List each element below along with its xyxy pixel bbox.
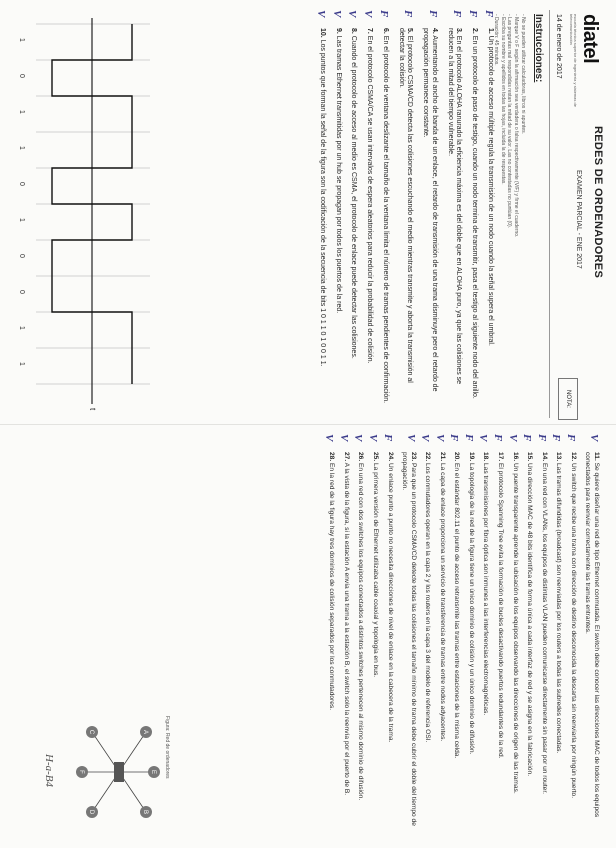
question-item: V 11. Se quiere diseñar una red de tipo Ethernet conmutada. El switch debe conocer las direcciones MAC de todos los equipos conectados para reenviar correctamente las tramas entrantes. xyxy=(584,434,600,818)
question-text: Las tramas Ethernet transmitidas por un hub se propagan por todos los puertos de la red. xyxy=(334,35,342,314)
grade-box: NOTA: xyxy=(558,378,578,420)
handwritten-tally: H-a-B4 xyxy=(43,754,55,787)
question-item: V 23. Para que un protocolo CSMA/CD detecte todas las colisiones el tamaño mínimo de trama debe cubrir el doble del tiempo de propagación. xyxy=(401,434,417,826)
question-item: V 10. Los puntos que forman la señal de la figura son la codificación de la secuencia de bits 1 0 1 1 0 1 0 0 1 1. xyxy=(315,10,327,367)
node-label: A xyxy=(142,729,148,735)
answer-mark: V xyxy=(404,434,417,442)
answer-mark: V xyxy=(362,10,375,18)
question-text: La primera versión de Ethernet utilizaba cable coaxial y topología en bus. xyxy=(372,463,379,678)
bit-label: 1 xyxy=(18,110,25,114)
question-text: En un protocolo de paso de testigo, cuando un nodo termina de transmitir, pasa el testigo al siguiente nodo del anillo. xyxy=(471,35,479,399)
course-title: REDES DE ORDENADORES xyxy=(592,126,604,279)
question-item: F 3. En el protocolo ALOHA ranurado la eficiencia máxima es del doble que en ALOHA puro, ya que las colisiones se reducen a la mitad del tiempo vulnerable. xyxy=(446,10,464,385)
instruction-item: - Escriba su nombre y apellidos en todas las hojas, incluida la de respuestas. xyxy=(499,14,506,314)
question-text: El protocolo Spanning Tree evita la formación de bucles desactivando puertos redundantes de la red. xyxy=(497,463,505,759)
answer-mark: F xyxy=(381,434,394,442)
answer-mark: V xyxy=(433,434,446,442)
node-label: D xyxy=(88,809,94,815)
node-label: B xyxy=(142,809,148,815)
signal-diagram xyxy=(12,14,156,414)
question-item: V 9. Las tramas Ethernet transmitidas por un hub se propagan por todos los puertos de la red. xyxy=(330,10,343,314)
bit-label: 1 xyxy=(18,326,25,330)
brand-tagline: escuela técnica superior de ingeniería y sistemas de telecomunicación xyxy=(568,14,578,107)
question-item: F 13. Las tramas difundidas (broadcast) son reenviadas por los routers a todas las subredes conectadas. xyxy=(550,434,563,754)
figure-caption: Figura: Red de ordenadores xyxy=(164,716,170,779)
answer-mark: F xyxy=(451,10,464,18)
instruction-item: - Duración: 45 minutos. xyxy=(492,14,499,314)
question-item: F 5. El protocolo CSMA/CD detecta las colisiones escuchando el medio mientras transmite y aborta la transmisión al detectar la colisión. xyxy=(397,10,415,383)
answer-mark: V xyxy=(323,434,336,442)
question-text: Aumentando el ancho de banda de un enlace, el retardo de transmisión de una trama disminuye pero el retardo de propagación permanece constante. xyxy=(422,28,438,392)
answer-mark: F xyxy=(521,434,534,442)
question-text: Un puente transparente aprende la ubicación de los equipos observando las direcciones de origen de las tramas. xyxy=(511,463,519,794)
question-item: V 26. En una red con dos switches los equipos conectados a distintos switches pertenecen al mismo dominio de difusión. xyxy=(352,434,365,801)
network-figure xyxy=(74,712,164,832)
answer-mark: F xyxy=(550,434,563,442)
answer-mark: F xyxy=(462,434,475,442)
question-text: Los conmutadores operan en la capa 2 y los routers en la capa 3 del modelo de referencia OSI. xyxy=(424,463,432,743)
instructions-list xyxy=(492,14,526,314)
bit-label: 0 xyxy=(18,74,25,78)
answer-mark: F xyxy=(564,434,577,442)
brand-name: diatel xyxy=(579,14,601,64)
bit-label: 1 xyxy=(18,38,25,42)
bit-label: 1 xyxy=(18,146,25,150)
answer-mark: F xyxy=(378,10,390,18)
question-text: Un enlace punto a punto no necesita direcciones de nivel de enlace en la cabecera de la trama. xyxy=(386,463,394,743)
question-text: Un switch que recibe una trama con dirección de destino desconocida la descarta sin reenviarla por ningún puerto. xyxy=(569,463,577,799)
exam-date: 14 de enero de 2017 xyxy=(555,14,562,79)
bit-label: 1 xyxy=(18,218,25,222)
answer-mark: F xyxy=(402,10,415,18)
answer-mark: V xyxy=(346,10,359,18)
answer-mark: V xyxy=(419,434,432,442)
question-text: Se quiere diseñar una red de tipo Ethernet conmutada. El switch debe conocer las direcciones MAC de todos los equipos conectados para reenviar correctamente las tramas entrantes. xyxy=(584,452,600,818)
answer-mark: V xyxy=(588,434,600,442)
brand-logo xyxy=(568,14,602,114)
question-text: En una red con dos switches los equipos conectados a distintos switches pertenecen al mismo dominio de difusión. xyxy=(357,463,365,801)
question-list-1 xyxy=(310,10,494,410)
bit-label: 1 xyxy=(18,362,25,366)
answer-mark: V xyxy=(315,10,327,18)
question-text: Un protocolo de acceso múltiple regula la transmisión de un nodo cuando la señal supera el umbral. xyxy=(487,35,494,346)
instruction-item: - No se pueden utilizar calculadoras, libros ni apuntes. xyxy=(519,14,526,314)
question-text: En una red con VLANs, los equipos de distintas VLAN pueden comunicarse directamente sin pasar por un router. xyxy=(540,463,548,794)
question-item: V 25. La primera versión de Ethernet utilizaba cable coaxial y topología en bus. xyxy=(367,434,379,678)
question-text: En el protocolo ALOHA ranurado la eficiencia máxima es del doble que en ALOHA puro, ya que las colisiones se reducen a la mitad del tiempo vulnerable. xyxy=(446,28,463,385)
question-text: Los puntos que forman la señal de la figura son la codificación de la secuencia de bits 1 0 1 1 0 1 0 0 1 1. xyxy=(319,39,326,367)
question-list-2 xyxy=(321,434,600,838)
question-item: F 19. La topología de la red de la figura tiene un único dominio de colisión y un único dominio de difusión. xyxy=(462,434,475,755)
instruction-item: - Las preguntas mal respondidas restan la mitad de su valor. Las no contestadas no puntúan (0). xyxy=(506,14,513,314)
question-text: En el protocolo CSMA/CA se usan intervalos de espera aleatorios para reducir la probabilidad de colisión. xyxy=(366,35,374,364)
question-item: F 2. En un protocolo de paso de testigo, cuando un nodo termina de transmitir, pasa el testigo al siguiente nodo del anillo. xyxy=(467,10,480,399)
instructions-title: Instrucciones: xyxy=(533,14,544,83)
question-text: Para que un protocolo CSMA/CD detecte todas las colisiones el tamaño mínimo de trama debe cubrir el doble del tiempo de propagación. xyxy=(401,452,417,826)
question-item: V 18. Las transmisiones por fibra óptica son inmunes a las interferencias electromagnéticas. xyxy=(477,434,490,716)
header-divider xyxy=(549,10,550,418)
question-text: Cuando el protocolo de acceso al medio es CSMA, el protocolo de enlace puede detectar las colisiones. xyxy=(350,35,358,359)
question-item: F 12. Un switch que recibe una trama con dirección de destino desconocida la descarta sin reenviarla por ningún puerto. xyxy=(564,434,577,799)
exam-title: EXAMEN PARCIAL - ENE 2017 xyxy=(575,170,582,269)
question-item: F 17. El protocolo Spanning Tree evita la formación de bucles desactivando puertos redundantes de la red. xyxy=(492,434,505,759)
answer-mark: F xyxy=(483,10,495,18)
answer-mark: V xyxy=(367,434,379,442)
axis-label: t xyxy=(88,408,97,411)
bit-label: 0 xyxy=(18,254,25,258)
question-text: Las transmisiones por fibra óptica son inmunes a las interferencias electromagnéticas. xyxy=(482,463,490,716)
question-item: F 20. En el estándar 802.11 el punto de acceso retransmite las tramas entre estaciones de la misma celda. xyxy=(448,434,461,759)
answer-mark: V xyxy=(477,434,490,442)
switch-icon xyxy=(114,762,124,782)
answer-mark: F xyxy=(492,434,505,442)
node-label: E xyxy=(150,769,156,775)
question-item: F 15. Una dirección MAC de 48 bits identifica de forma única a cada interfaz de red y se asigna en la fabricación. xyxy=(521,434,534,777)
question-item: V 28. En la red de la figura hay tres dominios de colisión separados por los conmutadores. xyxy=(323,434,336,711)
question-text: En el protocolo de ventana deslizante el tamaño de la ventana limita el número de tramas pendientes de confirmación. xyxy=(382,35,389,404)
question-item: V 8. Cuando el protocolo de acceso al medio es CSMA, el protocolo de enlace puede detectar las colisiones. xyxy=(346,10,359,359)
question-item: V 27. A la vista de la figura, si la estación A envía una trama a la estación B, el switch solo la reenvía por el puerto de B. xyxy=(337,434,350,796)
question-text: El protocolo CSMA/CD detecta las colisiones escuchando el medio mientras transmite y aborta la transmisión al detectar la colisión. xyxy=(397,28,414,383)
question-item: V 22. Los conmutadores operan en la capa 2 y los routers en la capa 3 del modelo de referencia OSI. xyxy=(419,434,432,743)
question-item: F 24. Un enlace punto a punto no necesita direcciones de nivel de enlace en la cabecera de la trama. xyxy=(381,434,394,743)
question-item: F 14. En una red con VLANs, los equipos de distintas VLAN pueden comunicarse directamente sin pasar por un router. xyxy=(535,434,548,794)
question-text: En la red de la figura hay tres dominios de colisión separados por los conmutadores. xyxy=(328,463,336,711)
answer-mark: V xyxy=(337,434,350,442)
question-item: V 21. La capa de enlace proporciona un servicio de transferencia de tramas entre nodos adyacentes. xyxy=(433,434,446,742)
question-text: A la vista de la figura, si la estación A envía una trama a la estación B, el switch solo la reenvía por el puerto de B. xyxy=(342,462,350,796)
node-label: C xyxy=(88,729,94,735)
question-item: V 7. En el protocolo CSMA/CA se usan intervalos de espera aleatorios para reducir la probabilidad de colisión. xyxy=(362,10,375,364)
question-item: F 4. Aumentando el ancho de banda de un enlace, el retardo de transmisión de una trama disminuye pero el retardo de propagación permanece constante. xyxy=(422,10,439,392)
question-text: La capa de enlace proporciona un servicio de transferencia de tramas entre nodos adyacentes. xyxy=(438,463,446,742)
bit-label: 0 xyxy=(18,182,25,186)
bit-label: 0 xyxy=(18,290,25,294)
answer-mark: F xyxy=(467,10,480,18)
answer-mark: V xyxy=(330,10,343,18)
answer-mark: F xyxy=(448,434,461,442)
node-label: F xyxy=(78,770,84,774)
answer-mark: V xyxy=(506,434,519,442)
question-item: F 6. En el protocolo de ventana deslizante el tamaño de la ventana limita el número de tramas pendientes de confirmación. xyxy=(378,10,390,404)
question-text: Una dirección MAC de 48 bits identifica de forma única a cada interfaz de red y se asigna en la fabricación. xyxy=(526,463,534,777)
answer-mark: F xyxy=(535,434,548,442)
answer-mark: V xyxy=(352,434,365,442)
instruction-item: - Marque V o F según la afirmación sea verdadera o falsa respectivamente (V/F) y firme el cuaderno. xyxy=(513,14,520,314)
question-text: La topología de la red de la figura tiene un único dominio de colisión y un único dominio de difusión. xyxy=(467,463,475,755)
answer-mark: F xyxy=(427,10,439,18)
question-item: F 1. Un protocolo de acceso múltiple regula la transmisión de un nodo cuando la señal supera el umbral. xyxy=(483,10,495,346)
question-item: V 16. Un puente transparente aprende la ubicación de los equipos observando las direcciones de origen de las tramas. xyxy=(506,434,519,794)
question-text: Las tramas difundidas (broadcast) son reenviadas por los routers a todas las subredes conectadas. xyxy=(555,463,563,754)
question-text: En el estándar 802.11 el punto de acceso retransmite las tramas entre estaciones de la misma celda. xyxy=(453,463,461,759)
exam-page-2 xyxy=(0,424,616,848)
